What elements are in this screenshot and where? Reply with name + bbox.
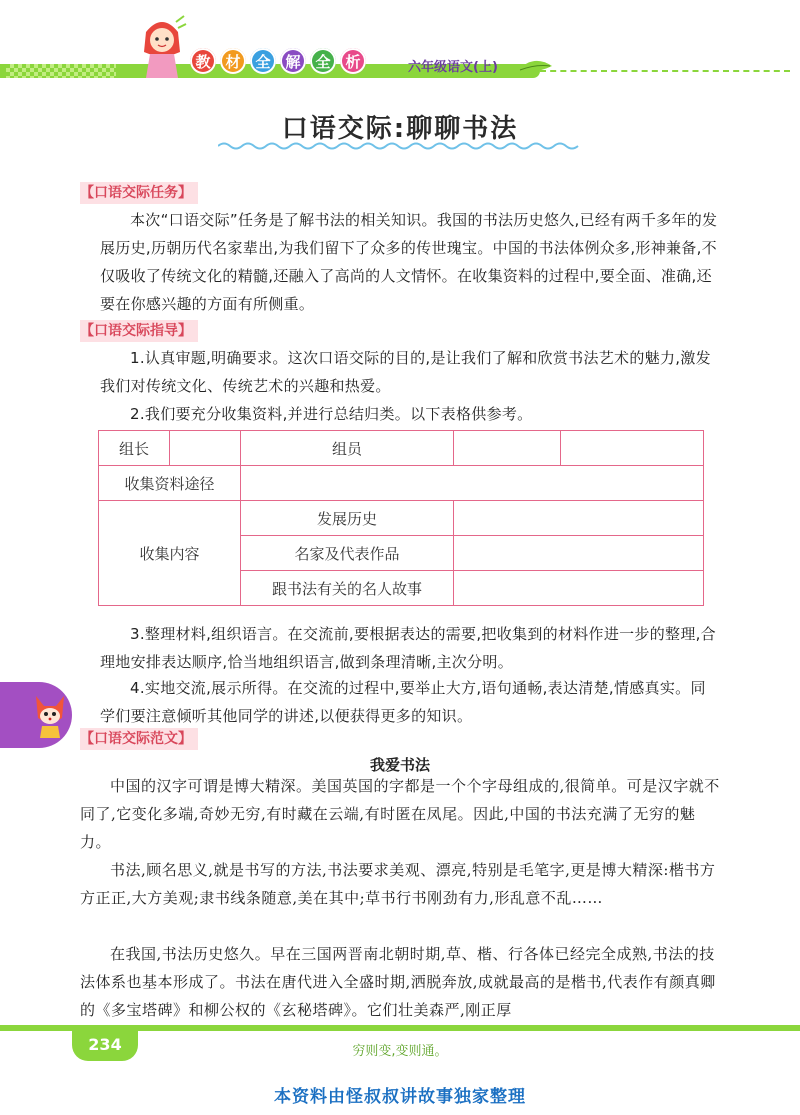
table-cell-empty xyxy=(454,536,704,571)
series-logo xyxy=(190,48,366,74)
table-row xyxy=(99,466,704,501)
footer-motto: 穷则变,变则通。 xyxy=(352,1044,448,1059)
essay-paragraph: 中国的汉字可谓是博大精深。美国英国的字都是一个个字母组成的,很简单。可是汉字就不同了,它变化多端,奇妙无穷,有时藏在云端,有时匿在凤尾。因此,中国的书法充满了无穷的魅力。 xyxy=(80,777,720,851)
essay-paragraph: 书法,顾名思义,就是书写的方法,书法要求美观、漂亮,特别是毛笔字,更是博大精深:楷书方方正正,大方美观;隶书线条随意,美在其中;草书行书刚劲有力,形乱意不乱…… xyxy=(80,861,716,907)
header-dashed-line xyxy=(540,70,790,72)
series-char: 全 xyxy=(310,48,336,74)
table-cell-leader-label: 组长 xyxy=(99,431,170,466)
series-char: 全 xyxy=(250,48,276,74)
series-char: 材 xyxy=(220,48,246,74)
page-header xyxy=(0,0,800,110)
table-row xyxy=(99,501,704,536)
title-wavy-underline xyxy=(218,141,582,151)
table-cell-empty xyxy=(454,431,561,466)
girl-mascot-icon xyxy=(136,12,188,84)
section-label-task: 【口语交际任务】 xyxy=(80,182,198,204)
section-label-sample: 【口语交际范文】 xyxy=(80,728,198,750)
table-cell-channel-label: 收集资料途径 xyxy=(99,466,241,501)
series-char: 解 xyxy=(280,48,306,74)
essay-title: 我爱书法 xyxy=(369,756,430,774)
page-number: 234 xyxy=(72,1031,138,1061)
series-char: 教 xyxy=(190,48,216,74)
table-cell-empty xyxy=(561,431,704,466)
leaf-icon xyxy=(516,58,554,74)
table-cell-content-label: 收集内容 xyxy=(99,501,241,606)
guide-point-3: 3.整理材料,组织语言。在交流前,要根据表达的需要,把收集到的材料作进一步的整理,合理地安排表达顺序,恰当地组织语言,做到条理清晰,主次分明。 xyxy=(100,625,716,671)
grade-label: 六年级语文(上) xyxy=(408,60,498,75)
fox-mascot-icon xyxy=(32,692,68,740)
essay-paragraph: 在我国,书法历史悠久。早在三国两晋南北朝时期,草、楷、行各体已经完全成熟,书法的技法体系也基本形成了。书法在唐代进入全盛时期,洒脱奔放,成就最高的是楷书,代表作有颜真卿的《多宝塔碑》和柳公权的《玄秘塔碑》。它们壮美森严,刚正厚 xyxy=(80,945,716,1019)
table-row xyxy=(99,431,704,466)
section-label-guide: 【口语交际指导】 xyxy=(80,320,198,342)
table-cell-content-item: 跟书法有关的名人故事 xyxy=(241,571,454,606)
table-cell-empty xyxy=(170,431,241,466)
table-cell-content-item: 发展历史 xyxy=(241,501,454,536)
task-paragraph: 本次“口语交际”任务是了解书法的相关知识。我国的书法历史悠久,已经有两千多年的发展历史,历朝历代名家辈出,为我们留下了众多的传世瑰宝。中国的书法体例众多,形神兼备,不仅吸收了传统文化的精髓,还融入了高尚的人文情怀。在收集资料的过程中,要全面、准确,还要在你感兴趣的方面有所侧重。 xyxy=(100,211,718,313)
table-cell-empty xyxy=(454,571,704,606)
header-checker-pattern xyxy=(6,64,116,78)
guide-point-2: 2.我们要充分收集资料,并进行总结归类。以下表格供参考。 xyxy=(130,405,533,423)
table-cell-content-item: 名家及代表作品 xyxy=(241,536,454,571)
guide-point-1: 1.认真审题,明确要求。这次口语交际的目的,是让我们了解和欣赏书法艺术的魅力,激发我们对传统文化、传统艺术的兴趣和热爱。 xyxy=(100,349,711,395)
table-cell-empty xyxy=(454,501,704,536)
guide-point-4: 4.实地交流,展示所得。在交流的过程中,要举止大方,语句通畅,表达清楚,情感真实。同学们要注意倾听其他同学的讲述,以便获得更多的知识。 xyxy=(100,679,706,725)
page-title: 口语交际:聊聊书法 xyxy=(281,114,519,144)
series-char: 析 xyxy=(340,48,366,74)
table-cell-members-label: 组员 xyxy=(241,431,454,466)
footer-credit: 本资料由怪叔叔讲故事独家整理 xyxy=(274,1087,526,1107)
table-cell-empty xyxy=(241,466,704,501)
collection-table xyxy=(98,430,704,606)
